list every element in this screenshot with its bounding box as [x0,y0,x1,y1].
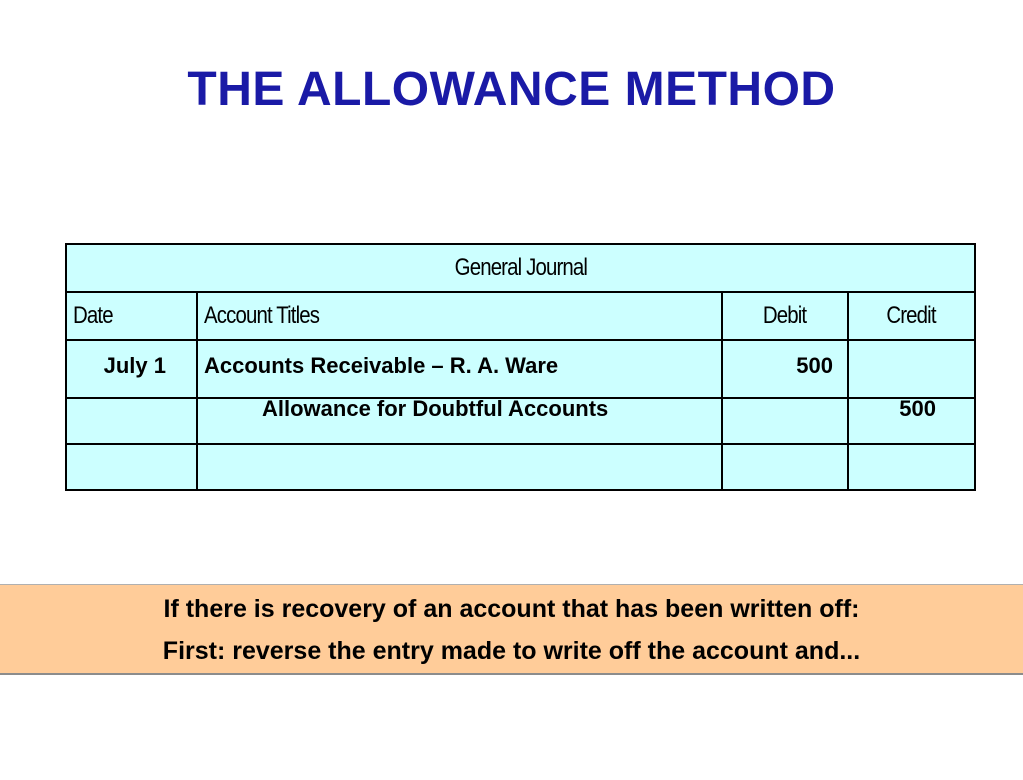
journal-title-row [66,244,975,292]
entry-date [66,398,197,444]
journal-title-text: General Journal [454,254,587,281]
slide-title: THE ALLOWANCE METHOD [187,63,836,116]
entry-credit-text: 500 [899,396,937,421]
entry-credit [848,398,975,444]
column-header-credit [848,292,975,340]
entry-account-text: Allowance for Doubtful Accounts [262,396,609,421]
column-header-debit [722,292,848,340]
entry-account: Accounts Receivable – R. A. Ware [197,340,722,398]
entry-account [197,444,722,490]
general-journal-table [65,243,976,491]
entry-credit [848,340,975,398]
table-row [66,340,975,398]
note-line-1: If there is recovery of an account that has been written off: [163,595,860,623]
table-row [66,398,975,444]
entry-credit [848,444,975,490]
column-header-date [66,292,197,340]
column-header-credit-text: Credit [886,302,937,329]
recovery-note [0,584,1023,675]
entry-debit: 500 [722,340,848,398]
column-header-account-titles-text: Account Titles [204,302,320,329]
entry-account [197,398,722,444]
column-header-row [66,292,975,340]
entry-debit [722,398,848,444]
note-line-2: First: reverse the entry made to write off the account and... [162,637,861,665]
column-header-date-text: Date [73,302,113,329]
journal-title [66,244,975,292]
entry-date [66,444,197,490]
entry-date: July 1 [66,340,197,398]
column-header-account-titles [197,292,722,340]
entry-debit [722,444,848,490]
table-row [66,444,975,490]
column-header-debit-text: Debit [763,302,807,329]
